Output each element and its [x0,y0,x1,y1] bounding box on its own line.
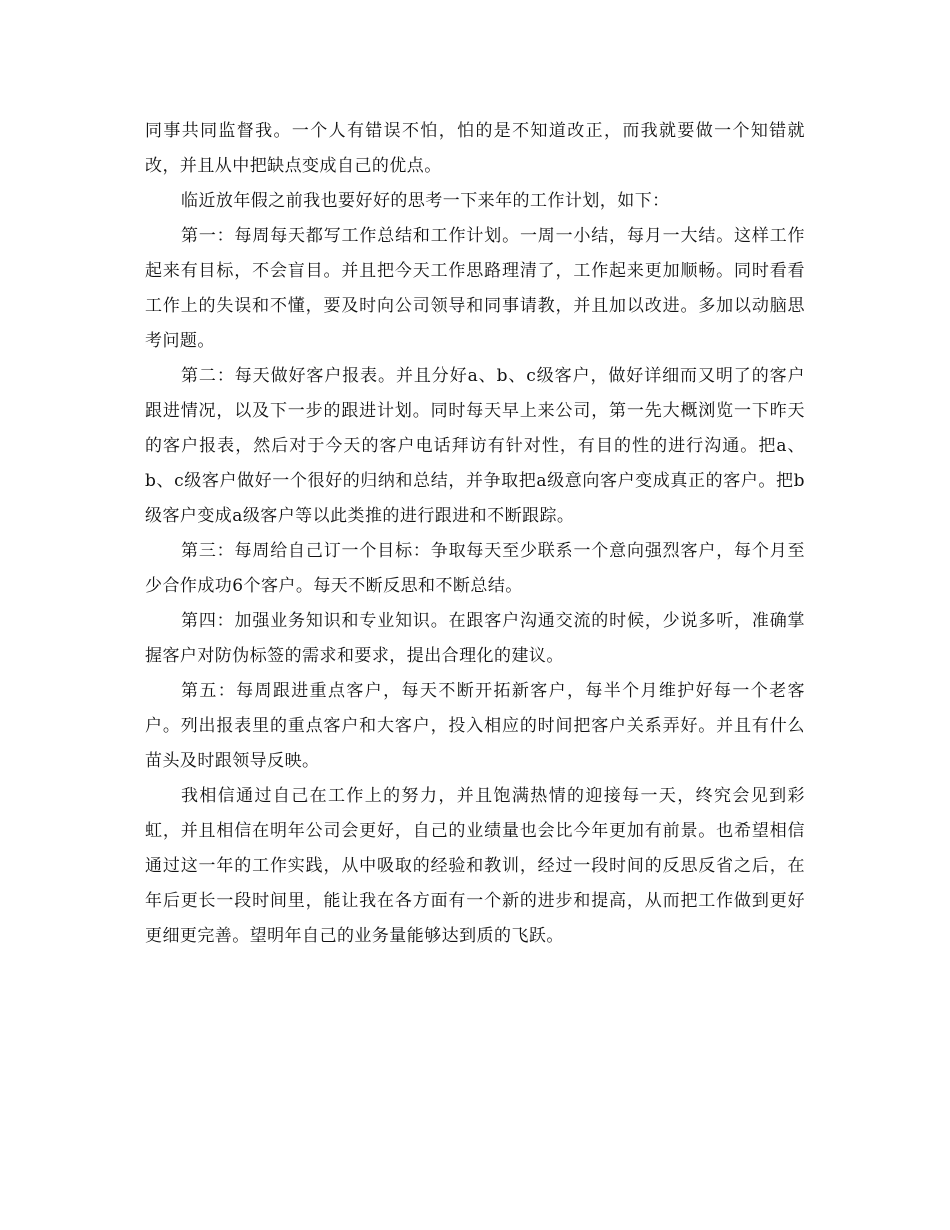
paragraph-plan-intro: 临近放年假之前我也要好好的思考一下来年的工作计划，如下： [181,191,670,211]
paragraph-plan-3: 第三：每周给自己订一个目标：争取每天至少联系一个意向强烈客户，每个月至少合作成功6个客户。每天不断反思和不断总结。 [145,541,805,596]
paragraph-plan-4: 第四：加强业务知识和专业知识。在跟客户沟通交流的时候，少说多听，准确掌握客户对防伪标签的需求和要求，提出合理化的建议。 [145,611,805,666]
paragraph-conclusion: 我相信通过自己在工作上的努力，并且饱满热情的迎接每一天，终究会见到彩虹，并且相信在明年公司会更好，自己的业绩量也会比今年更加有前景。也希望相信通过这一年的工作实践，从中吸取的经验和教训，经过一段时间的反思反省之后，在年后更长一段时间里，能让我在各方面有一个新的进步和提高，从而把工作做到更好更细更完善。望明年自己的业务量能够达到质的飞跃。 [145,786,805,946]
paragraph-plan-2: 第二：每天做好客户报表。并且分好a、b、c级客户，做好详细而又明了的客户跟进情况，以及下一步的跟进计划。同时每天早上来公司，第一先大概浏览一下昨天的客户报表，然后对于今天的客户电话拜访有针对性，有目的性的进行沟通。把a、b、c级客户做好一个很好的归纳和总结，并争取把a级意向客户变成真正的客户。把b级客户变成a级客户等以此类推的进行跟进和不断跟踪。 [145,366,805,526]
paragraph-plan-5: 第五：每周跟进重点客户，每天不断开拓新客户，每半个月维护好每一个老客户。列出报表里的重点客户和大客户，投入相应的时间把客户关系弄好。并且有什么苗头及时跟领导反映。 [145,681,805,771]
document-body [145,114,805,954]
paragraph-continuation: 同事共同监督我。一个人有错误不怕，怕的是不知道改正，而我就要做一个知错就改，并且从中把缺点变成自己的优点。 [145,121,805,176]
paragraph-plan-1: 第一：每周每天都写工作总结和工作计划。一周一小结，每月一大结。这样工作起来有目标，不会盲目。并且把今天工作思路理清了，工作起来更加顺畅。同时看看工作上的失误和不懂，要及时向公司领导和同事请教，并且加以改进。多加以动脑思考问题。 [145,226,805,351]
